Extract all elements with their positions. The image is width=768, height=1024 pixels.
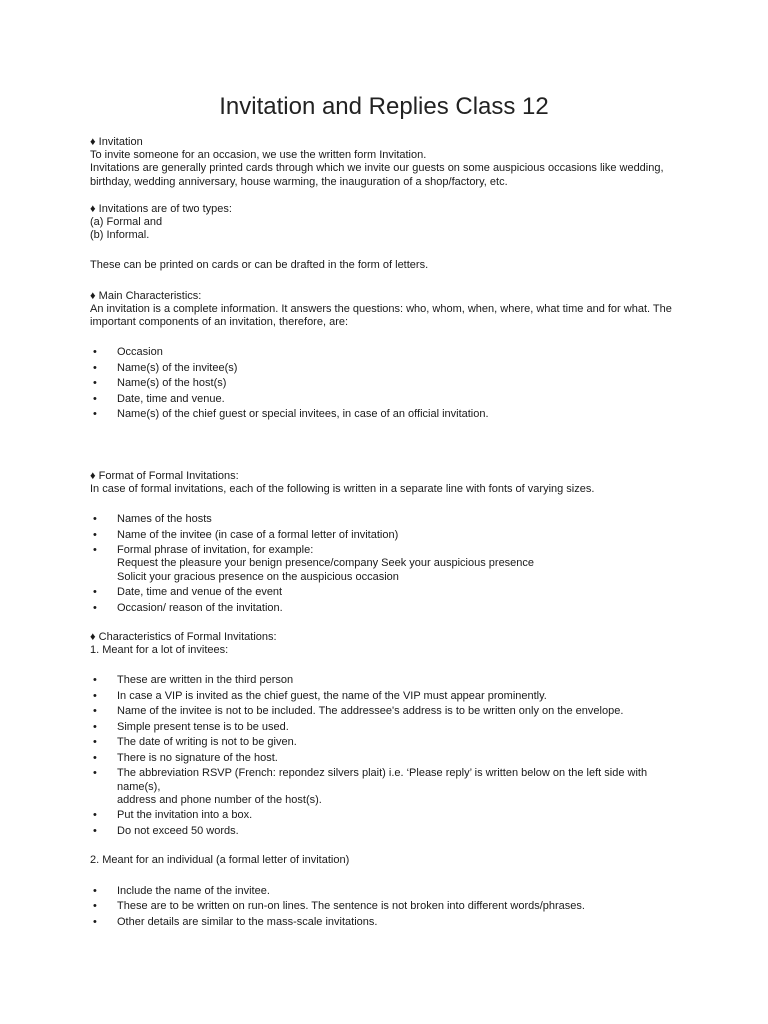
subheading: 1. Meant for a lot of invitees: <box>90 644 229 657</box>
heading-types: ♦ Invitations are of two types: <box>90 202 232 215</box>
page-title: Invitation and Replies Class 12 <box>219 93 549 120</box>
list-item: • Date, time and venue. <box>93 392 225 405</box>
paragraph-line: To invite someone for an occasion, we use the written form Invitation. <box>90 149 427 162</box>
paragraph-line: birthday, wedding anniversary, house warming, the inauguration of a shop/factory, etc. <box>90 175 508 188</box>
document-body <box>90 136 690 931</box>
list-item: • Names of the hosts <box>93 513 212 526</box>
phrase-example: Solicit your gracious presence on the auspicious occasion <box>117 570 399 583</box>
list-item: • Date, time and venue of the event <box>93 586 283 599</box>
paragraph-line: These can be printed on cards or can be drafted in the form of letters. <box>90 259 429 272</box>
list-item: • Occasion <box>93 346 163 359</box>
paragraph-line: (b) Informal. <box>90 229 150 242</box>
paragraph-line: (a) Formal and <box>90 216 163 229</box>
list-item: • Simple present tense is to be used. <box>93 720 289 733</box>
list-item: • Name(s) of the host(s) <box>93 377 227 390</box>
paragraph-line: In case of formal invitations, each of the following is written in a separate line with fonts of varying sizes. <box>90 482 595 495</box>
bullet-list-components <box>90 346 690 421</box>
subheading: 2. Meant for an individual (a formal letter of invitation) <box>90 854 350 867</box>
list-item: • Name of the invitee (in case of a formal letter of invitation) <box>93 528 399 541</box>
paragraph-line: Invitations are generally printed cards through which we invite our guests on some auspicious occasions like wedding, <box>90 162 664 175</box>
list-item: • These are to be written on run-on lines. The sentence is not broken into different words/phrases. <box>93 900 585 913</box>
paragraph-line: An invitation is a complete information. It answers the questions: who, whom, when, where, what time and for what. The <box>90 302 672 315</box>
list-item: • There is no signature of the host. <box>93 751 278 764</box>
heading-characteristics: ♦ Characteristics of Formal Invitations: <box>90 631 277 644</box>
list-item: • Include the name of the invitee. <box>93 884 270 897</box>
paragraph-line: important components of an invitation, therefore, are: <box>90 316 349 329</box>
list-item: • Name of the invitee is not to be included. The addressee's address is to be written only on the envelope. <box>93 705 624 718</box>
list-item: • These are written in the third person <box>93 674 294 687</box>
list-item: • Formal phrase of invitation, for example: Request the pleasure your benign presence/company Seek your auspicious presence Solicit your gracious presence on the auspicious occasion <box>90 544 690 584</box>
heading-main-characteristics: ♦ Main Characteristics: <box>90 289 202 302</box>
list-item: • Put the invitation into a box. <box>93 809 253 822</box>
heading-format: ♦ Format of Formal Invitations: <box>90 469 239 482</box>
list-item: • Occasion/ reason of the invitation. <box>93 601 283 614</box>
heading-invitation: ♦ Invitation <box>90 136 143 148</box>
list-item: • The date of writing is not to be given. <box>93 736 297 749</box>
list-item: • Name(s) of the invitee(s) <box>93 361 238 374</box>
list-item-continuation: address and phone number of the host(s). <box>117 793 322 806</box>
list-item: • Do not exceed 50 words. <box>93 824 239 837</box>
list-item: • Other details are similar to the mass-scale invitations. <box>93 915 378 928</box>
bullet-list-format <box>90 513 690 615</box>
list-item: • Name(s) of the chief guest or special invitees, in case of an official invitation. <box>93 408 489 421</box>
list-item: • The abbreviation RSVP (French: repondez silvers plait) i.e. ‘Please reply’ is written below on the left side with name(s), address and phone number of the host(s). <box>90 767 690 807</box>
bullet-list-individual <box>90 885 690 929</box>
list-item: • In case a VIP is invited as the chief guest, the name of the VIP must appear prominently. <box>93 689 547 702</box>
phrase-example: Request the pleasure your benign presence/company Seek your auspicious presence <box>117 557 535 570</box>
bullet-list-mass-invitations <box>90 674 690 838</box>
